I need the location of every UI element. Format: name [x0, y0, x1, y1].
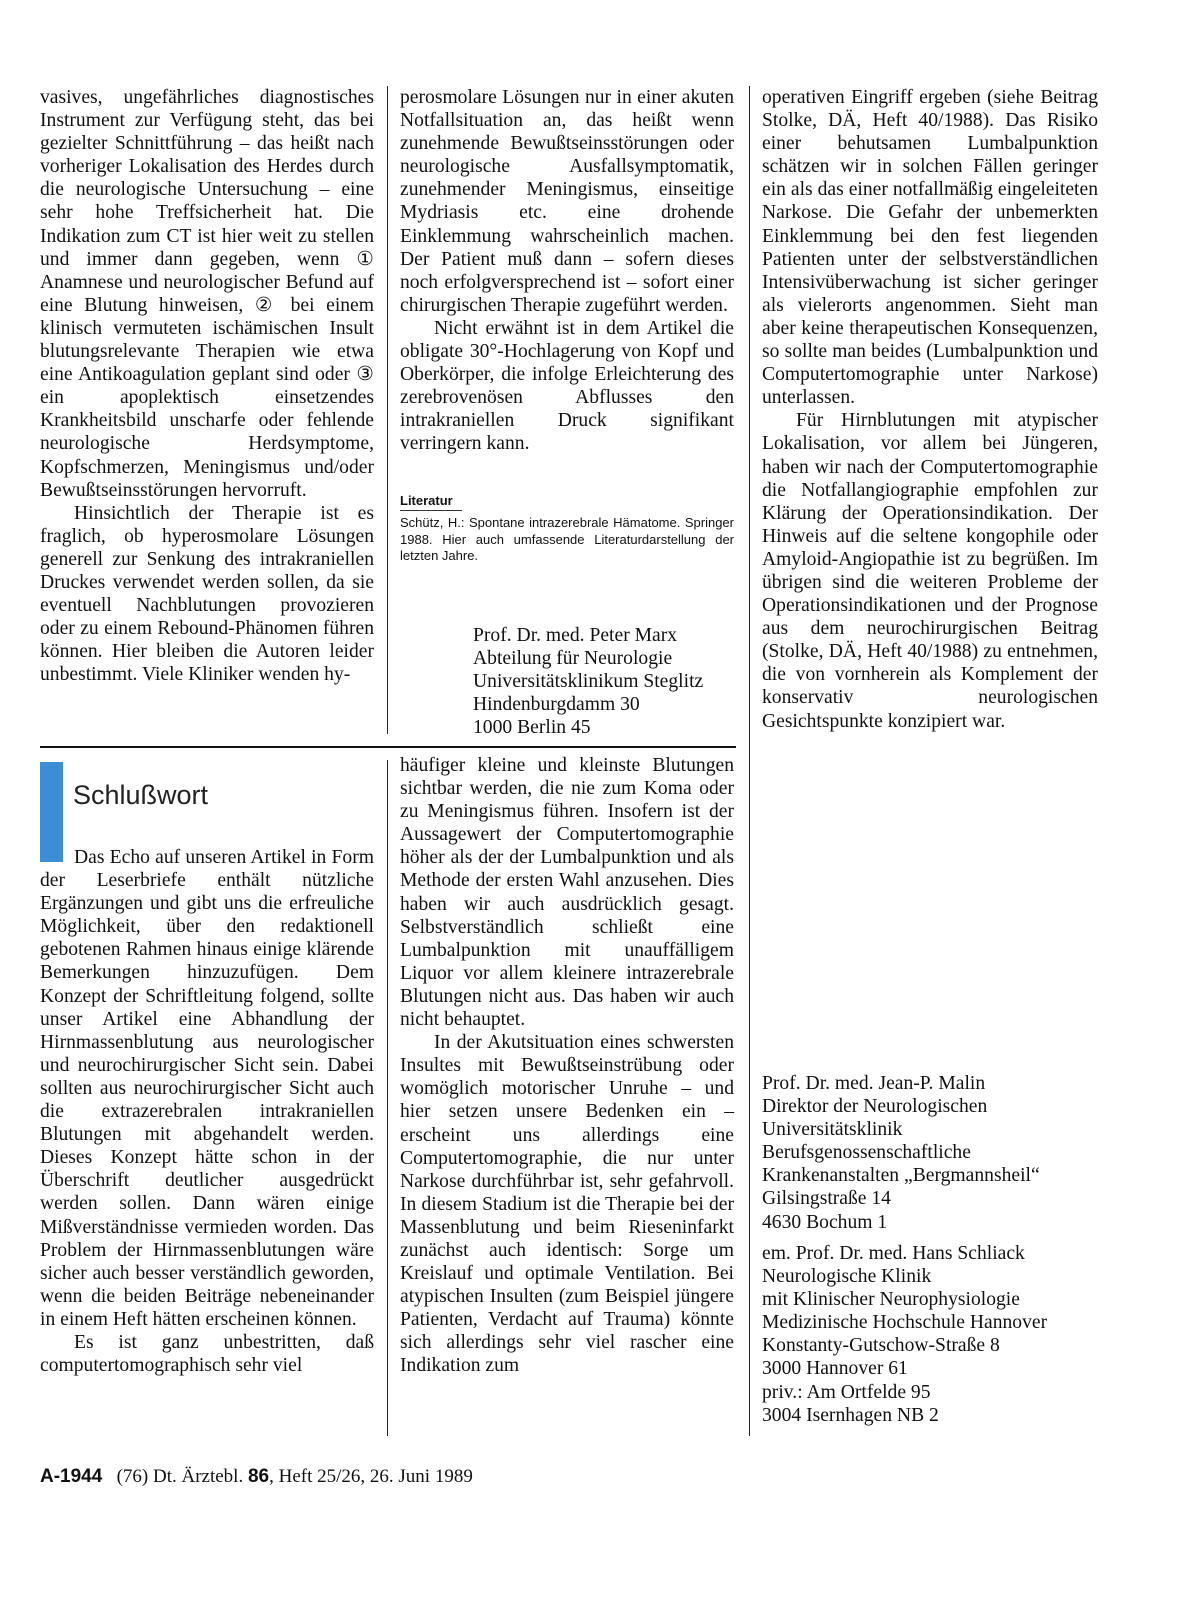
- address-line: Universitätsklinik: [762, 1119, 903, 1141]
- address-line: 4630 Bochum 1: [762, 1211, 888, 1233]
- address-line: Direktor der Neurologischen: [762, 1096, 988, 1118]
- reply-column-3: [762, 86, 1098, 733]
- column-divider: [387, 86, 388, 734]
- address-line: Berufsgenossenschaftliche: [762, 1142, 971, 1164]
- page-code: A-1944: [40, 1466, 103, 1487]
- column-divider: [749, 86, 750, 1436]
- reply-column-1: [40, 846, 374, 1377]
- address-line: Abteilung für Neurologie: [473, 648, 673, 670]
- column-divider: [387, 760, 388, 1436]
- paragraph: Für Hirnblutungen mit atypischer Lokalisation, vor allem bei Jüngeren, haben wir nach der Computertomographie die Notfallangiographie empfohlen zur Klärung der Operationsindikation. Der Hinweis auf die seltene kongophile oder Amyloid-Angiopathie ist zu begrüßen. Im übrigen sind die weiteren Probleme der Operationsindikationen und der Prognose aus dem neurochirurgischen Beitrag (Stolke, DÄ, Heft 40/1988) zu entnehmen, die von vornherein als Komplement der konservativ neurologischen Gesichtspunkte konzipiert war.: [762, 410, 1098, 732]
- address-line: Gilsingstraße 14: [762, 1188, 891, 1210]
- paragraph: perosmolare Lösungen nur in einer akuten Notfallsituation an, das heißt wenn zunehmende Bewußtseinsstörungen oder neurologische Ausfallsymptomatik, zunehmender Meningismus, einseitige Mydriasis etc. eine drohende Einklemmung wahrscheinlich machen. Der Patient muß dann – sofern dieses noch erfolgversprechend ist – sofort einer chirurgischen Therapie zugeführt werden.: [400, 87, 734, 316]
- journal-citation: (76) Dt. Ärztebl.: [116, 1466, 248, 1487]
- paragraph: operativen Eingriff ergeben (siehe Beitrag Stolke, DÄ, Heft 40/1988). Das Risiko einer behutsamen Lumbalpunktion schätzen wir in solchen Fällen geringer ein als das einer notfallmäßig eingeleiteten Narkose. Die Gefahr der unbemerkten Einklemmung bei den fest liegenden Patienten unter der selbstverständlichen Intensivüberwachung ist sicher geringer als vielerorts angenommen. Sieht man aber keine therapeutischen Konsequenzen, so sollte man beides (Lumbalpunktion und Computertomographie unter Narkose) unterlassen.: [762, 87, 1098, 409]
- reply-column-2: [400, 754, 734, 1378]
- paragraph: Nicht erwähnt ist in dem Artikel die obligate 30°-Hochlagerung von Kopf und Oberkörper, die infolge Erleichterung des zerebrovenösen Abflusses den intrakraniellen Druck signifikant verringern kann.: [400, 317, 734, 455]
- paragraph: Das Echo auf unseren Artikel in Form der Leserbriefe enthält nützliche Ergänzungen und gibt uns die erfreuliche Möglichkeit, über den redaktionell gebotenen Rahmen hinaus einige klärende Bemerkungen hinzuzufügen. Dem Konzept der Schriftleitung folgend, sollte unser Artikel eine Abhandlung der Hirnmassenblutung aus neurologischer und neurochirurgischer Sicht sein. Dabei sollten aus neurochirurgischer Sicht auch die extrazerebralen intrakraniellen Blutungen mit abgehandelt werden. Dieses Konzept hätte schon in der Überschrift deutlicher ausgedrückt werden sollen. Dann wären einige Mißverständnisse vermieden worden. Das Problem der Hirnmassenblutungen wäre sicher auch besser verständlich geworden, wenn die beiden Beiträge nebeneinander in einem Heft hätten erscheinen können.: [40, 847, 374, 1330]
- address-line: Prof. Dr. med. Jean-P. Malin: [762, 1073, 986, 1094]
- author-address-marx: [473, 624, 703, 739]
- author-address-malin: [762, 1072, 1040, 1234]
- address-line: Hindenburgdamm 30: [473, 694, 640, 716]
- address-line: Krankenanstalten „Bergmannsheil“: [762, 1165, 1040, 1187]
- address-line: 3000 Hannover 61: [762, 1358, 908, 1380]
- volume-number: 86: [247, 1466, 270, 1487]
- literature-reference: Schütz, H.: Spontane intrazerebrale Hämatome. Springer 1988. Hier auch umfassende Literaturdarstellung der letzten Jahre.: [400, 515, 734, 563]
- author-address-schliack: [762, 1242, 1047, 1427]
- section-separator: [40, 746, 736, 748]
- paragraph: Hinsichtlich der Therapie ist es fraglich, ob hyperosmolare Lösungen generell zur Senkung des intrakraniellen Druckes verwendet werden sollen, da sie eventuell Nachblutungen provozieren oder zu einem Rebound-Phänomen führen können. Hier bleiben die Autoren leider unbestimmt. Viele Kliniker wenden hy-: [40, 502, 374, 686]
- address-line: 3004 Isernhagen NB 2: [762, 1404, 939, 1426]
- address-line: Konstanty-Gutschow-Straße 8: [762, 1335, 1000, 1357]
- top-column-1: [40, 86, 374, 686]
- address-line: Medizinische Hochschule Hannover: [762, 1312, 1048, 1334]
- issue-date: , Heft 25/26, 26. Juni 1989: [269, 1466, 473, 1487]
- address-line: 1000 Berlin 45: [473, 717, 591, 739]
- reply-title: Schlußwort: [73, 780, 209, 810]
- literature-underline: [400, 510, 462, 511]
- paragraph: vasives, ungefährliches diagnostisches Instrument zur Verfügung steht, das bei gezielter Schnittführung – das heißt nach vorheriger Lokalisation des Herdes durch die neurologische Untersuchung – eine sehr hohe Treffsicherheit hat. Die Indikation zum CT ist hier weit zu stellen und immer dann gegeben, wenn ① Anamnese und neurologischer Befund auf eine Blutung hinweisen, ② bei einem klinisch vermuteten ischämischen Insult blutungsrelevante Therapien wie etwa eine Antikoagulation geplant sind oder ③ ein apoplektisch einsetzendes Krankheitsbild unscharfe oder fehlende neurologische Herdsymptome, Kopfschmerzen, Meningismus und/oder Bewußtseinsstörungen hervorruft.: [40, 87, 374, 501]
- paragraph: Es ist ganz unbestritten, daß computertomographisch sehr viel: [40, 1331, 374, 1377]
- paragraph: In der Akutsituation eines schwersten Insultes mit Bewußtseinstrübung oder womöglich motorischer Unruhe – und hier setzen unsere Bedenken ein – erscheint uns allerdings eine Computertomographie, die nur unter Narkose durchführbar ist, sehr gefahrvoll. In diesem Stadium ist die Therapie bei der Massenblutung und beim Rieseninfarkt zunächst auch identisch: Sorge um Kreislauf und optimale Ventilation. Bei atypischen Insulten (zum Beispiel jüngere Patienten, Verdacht auf Trauma) könnte sich allerdings sehr viel rascher eine Indikation zum: [400, 1032, 734, 1377]
- page-footer: [40, 1466, 473, 1488]
- address-line: Prof. Dr. med. Peter Marx: [473, 625, 678, 646]
- paragraph: häufiger kleine und kleinste Blutungen sichtbar werden, die nie zum Koma oder zu Meningismus führen. Insofern ist der Aussagewert der Computertomographie höher als der der Lumbalpunktion und als Methode der ersten Wahl anzusehen. Dies haben wir auch ausdrücklich gesagt. Selbstverständlich schließt eine Lumbalpunktion mit unauffälligem Liquor vor allem kleinere intrazerebrale Blutungen nicht aus. Das haben wir auch nicht behauptet.: [400, 755, 734, 1031]
- address-line: em. Prof. Dr. med. Hans Schliack: [762, 1243, 1025, 1264]
- address-line: Universitätsklinikum Steglitz: [473, 671, 704, 693]
- literature-heading: Literatur: [400, 493, 453, 508]
- address-line: Neurologische Klinik: [762, 1266, 932, 1288]
- address-line: priv.: Am Ortfelde 95: [762, 1381, 931, 1403]
- address-line: mit Klinischer Neurophysiologie: [762, 1289, 1020, 1311]
- top-column-2: [400, 86, 734, 456]
